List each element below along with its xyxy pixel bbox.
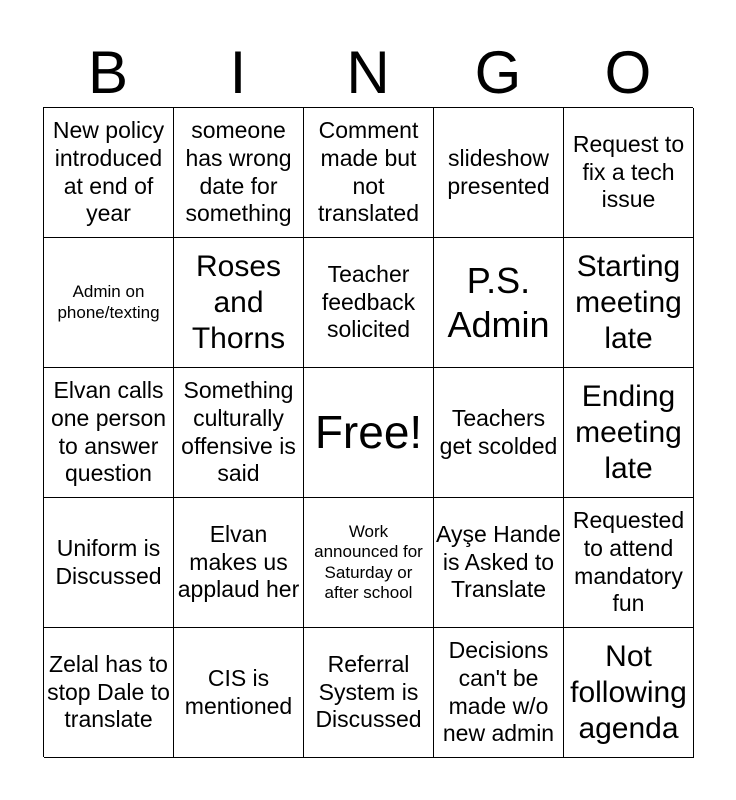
bingo-cell[interactable]: Admin on phone/texting: [44, 238, 174, 368]
bingo-cell[interactable]: Uniform is Discussed: [44, 498, 174, 628]
bingo-cell[interactable]: Teacher feedback solicited: [304, 238, 434, 368]
header-letter-b: B: [87, 39, 129, 106]
bingo-cell[interactable]: Roses and Thorns: [174, 238, 304, 368]
bingo-cell[interactable]: Elvan makes us applaud her: [174, 498, 304, 628]
bingo-header: [43, 40, 693, 106]
header-letter-g: G: [474, 39, 522, 106]
bingo-cell[interactable]: Elvan calls one person to answer question: [44, 368, 174, 498]
bingo-cell[interactable]: Zelal has to stop Dale to translate: [44, 628, 174, 758]
bingo-cell[interactable]: Ending meeting late: [564, 368, 694, 498]
bingo-cell[interactable]: Work announced for Saturday or after school: [304, 498, 434, 628]
header-letter-o: O: [604, 39, 652, 106]
bingo-cell[interactable]: Referral System is Discussed: [304, 628, 434, 758]
bingo-cell[interactable]: Ayşe Hande is Asked to Translate: [434, 498, 564, 628]
bingo-cell[interactable]: Something culturally offensive is said: [174, 368, 304, 498]
bingo-cell[interactable]: Request to fix a tech issue: [564, 108, 694, 238]
bingo-cell[interactable]: CIS is mentioned: [174, 628, 304, 758]
header-letter-i: I: [229, 39, 247, 106]
bingo-cell[interactable]: Not following agenda: [564, 628, 694, 758]
bingo-cell[interactable]: Decisions can't be made w/o new admin: [434, 628, 564, 758]
bingo-cell[interactable]: someone has wrong date for something: [174, 108, 304, 238]
bingo-cell[interactable]: Starting meeting late: [564, 238, 694, 368]
bingo-cell[interactable]: P.S. Admin: [434, 238, 564, 368]
free-space-cell[interactable]: Free!: [304, 368, 434, 498]
bingo-cell[interactable]: New policy introduced at end of year: [44, 108, 174, 238]
bingo-cell[interactable]: Teachers get scolded: [434, 368, 564, 498]
bingo-cell[interactable]: slideshow presented: [434, 108, 564, 238]
bingo-card: [43, 107, 693, 757]
bingo-cell[interactable]: Comment made but not translated: [304, 108, 434, 238]
bingo-cell[interactable]: Requested to attend mandatory fun: [564, 498, 694, 628]
header-letter-n: N: [346, 39, 390, 106]
